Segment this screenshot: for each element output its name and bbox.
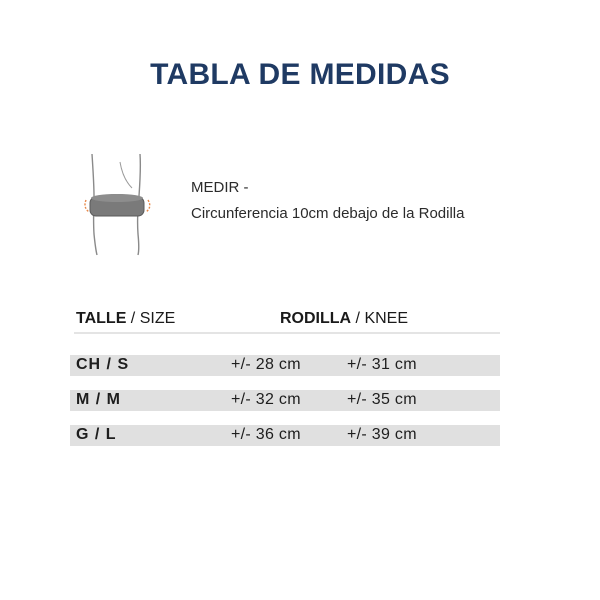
measure-max-cell: +/- 39 cm bbox=[347, 426, 417, 443]
table-header bbox=[74, 310, 500, 334]
measure-min-cell: +/- 28 cm bbox=[231, 356, 301, 373]
knee-band-top bbox=[91, 194, 143, 202]
measure-max-cell: +/- 31 cm bbox=[347, 356, 417, 373]
knee-header-bold: RODILLA bbox=[280, 310, 352, 327]
measure-min-cell: +/- 36 cm bbox=[231, 426, 301, 443]
knee-cap-line bbox=[120, 162, 132, 188]
measure-min-cell: +/- 32 cm bbox=[231, 391, 301, 408]
measure-label: MEDIR - bbox=[191, 179, 249, 196]
knee-column-header bbox=[280, 310, 408, 328]
measure-description: Circunferencia 10cm debajo de la Rodilla bbox=[191, 205, 465, 222]
knee-measure-illustration bbox=[82, 152, 154, 256]
knee-header-rest: / KNEE bbox=[351, 310, 409, 327]
table-row bbox=[70, 355, 500, 376]
page-title: TABLA DE MEDIDAS bbox=[150, 58, 450, 91]
table-row bbox=[70, 390, 500, 411]
size-cell: M / M bbox=[76, 391, 121, 408]
table-row bbox=[70, 425, 500, 446]
size-header-bold: TALLE bbox=[76, 310, 127, 327]
size-column-header bbox=[76, 310, 175, 328]
size-cell: CH / S bbox=[76, 356, 130, 373]
size-cell: G / L bbox=[76, 426, 117, 443]
measure-max-cell: +/- 35 cm bbox=[347, 391, 417, 408]
size-header-rest: / SIZE bbox=[126, 310, 176, 327]
